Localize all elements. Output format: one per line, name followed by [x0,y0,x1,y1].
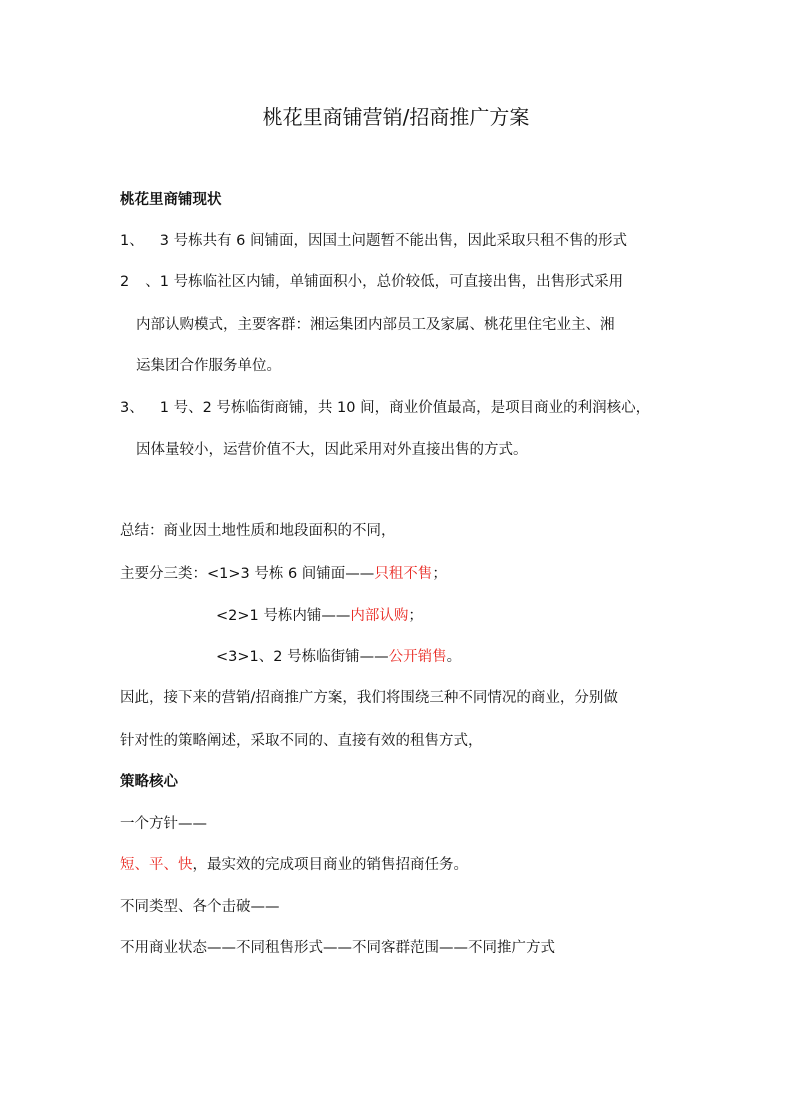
status-item-3-cont: 因体量较小，运营价值不大，因此采用对外直接出售的方式。 [136,442,528,458]
status-item-3 [120,398,650,418]
item-text: 1 号、2 号栋临街商铺，共 10 间，商业价值最高，是项目商业的利润核心， [159,400,651,416]
policy-text: ，最实效的完成项目商业的销售招商任务。 [192,857,468,873]
breakthrough-text: 不用商业状态——不同租售形式——不同客群范围——不同推广方式 [120,940,555,956]
category-prefix: <1>3 号栋 6 间铺面—— [207,566,375,582]
category-highlight: 只租不售 [374,566,433,582]
status-item-2 [120,272,623,292]
breakthrough-label: 不同类型、各个击破—— [120,899,280,915]
status-item-2-cont2: 运集团合作服务单位。 [136,358,281,374]
section-heading-strategy: 策略核心 [120,774,178,790]
category-suffix: ； [432,566,447,582]
status-item-1 [120,231,627,251]
category-prefix: <3>1、2 号栋临街铺—— [216,649,389,665]
policy-label: 一个方针—— [120,816,207,832]
conclusion-line-2: 针对性的策略阐述，采取不同的、直接有效的租售方式， [120,733,483,749]
item-text: 3 号栋共有 6 间铺面，因国土问题暂不能出售，因此采取只租不售的形式 [159,233,628,249]
policy-highlight: 短、平、快 [120,857,193,873]
category-2 [216,606,423,626]
section-heading-status: 桃花里商铺现状 [120,192,222,208]
conclusion-line-1: 因此，接下来的营销/招商推广方案，我们将围绕三种不同情况的商业，分别做 [120,690,618,706]
category-suffix: ； [408,608,423,624]
status-item-2-cont: 内部认购模式，主要客群：湘运集团内部员工及家属、桃花里住宅业主、湘 [136,317,615,333]
category-3 [216,647,461,667]
category-prefix: <2>1 号栋内铺—— [216,608,351,624]
item-number: 2 [120,274,130,290]
item-text: 、1 号栋临社区内铺，单铺面积小，总价较低，可直接出售，出售形式采用 [145,274,624,290]
category-highlight: 公开销售 [388,649,447,665]
item-number: 3、 [120,400,144,416]
summary-intro: 总结：商业因土地性质和地段面积的不同， [120,523,396,539]
item-number: 1、 [120,233,144,249]
policy-line [120,855,468,875]
category-suffix: 。 [446,649,462,665]
category-highlight: 内部认购 [350,608,409,624]
document-title: 桃花里商铺营销/招商推广方案 [262,105,530,129]
category-1 [120,564,447,584]
category-lead: 主要分三类： [120,566,207,582]
